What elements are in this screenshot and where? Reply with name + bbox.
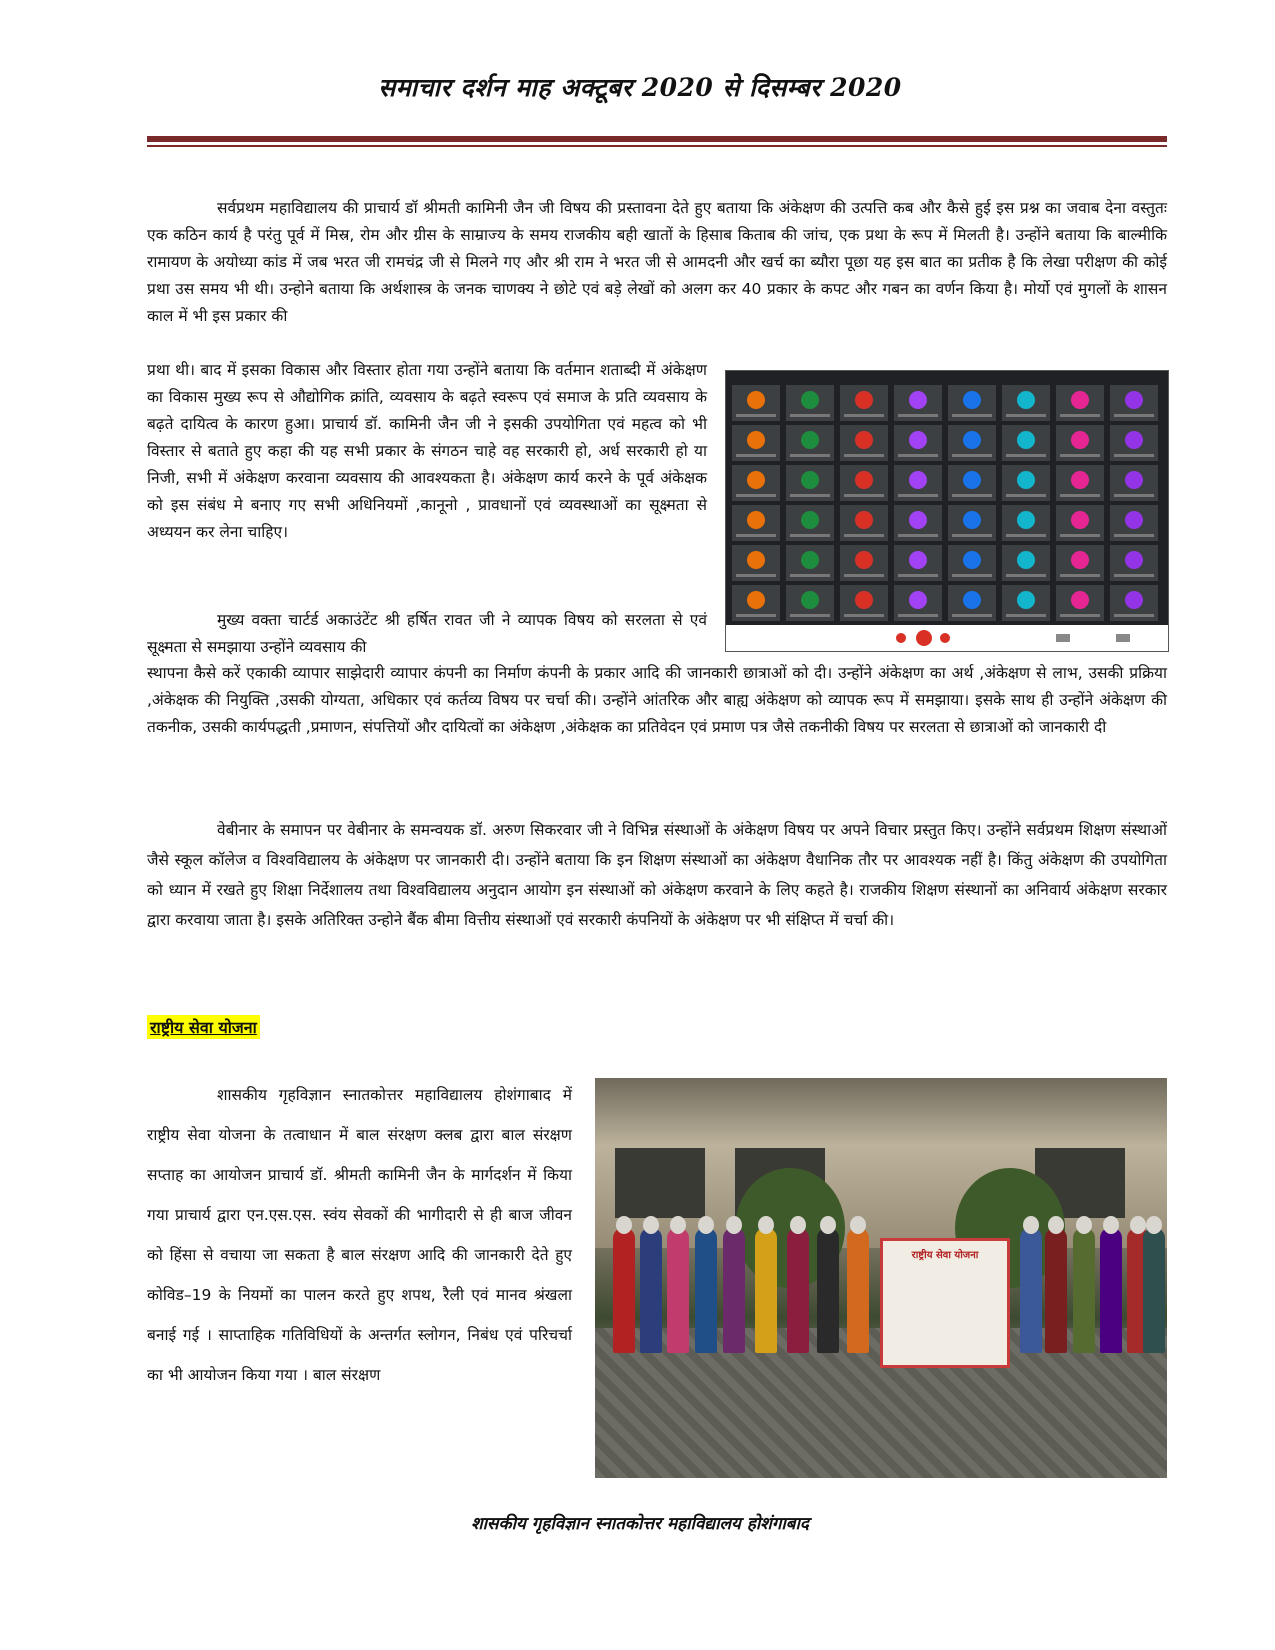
participant-avatar-icon [963, 391, 981, 409]
participant-tile [786, 585, 834, 621]
participant-avatar-icon [909, 471, 927, 489]
participant-name-bar [844, 614, 884, 617]
person-figure [613, 1228, 635, 1353]
participant-name-bar [898, 414, 938, 417]
participant-avatar-icon [747, 511, 765, 529]
participant-avatar-icon [855, 591, 873, 609]
participant-avatar-icon [1017, 551, 1035, 569]
person-figure [1100, 1228, 1122, 1353]
person-head [1048, 1216, 1064, 1234]
participant-name-bar [844, 414, 884, 417]
participant-avatar-icon [963, 431, 981, 449]
participant-name-bar [952, 534, 992, 537]
participant-name-bar [1006, 454, 1046, 457]
participant-avatar-icon [801, 391, 819, 409]
camera-off-icon [940, 633, 950, 643]
participant-avatar-icon [801, 551, 819, 569]
participant-name-bar [1006, 494, 1046, 497]
person-head [1146, 1216, 1162, 1234]
participant-tile [732, 585, 780, 621]
person-head [698, 1216, 714, 1234]
participant-name-bar [790, 614, 830, 617]
article-paragraph-intro: सर्वप्रथम महाविद्यालय की प्राचार्य डॉ श्रीमती कामिनी जैन जी विषय की प्रस्तावना देते हुए बताया कि अंकेक्षण की उत्पत्ति कब और कैसे हुई इस प्रश्न का जवाब देना वस्तुतः एक कठिन कार्य है परंतु पूर्व में मिस्र, रोम और ग्रीस के साम्राज्य के समय राजकीय बही खातों के हिसाब किताब की जांच, एक प्रथा के रूप में मिलती है। उन्होंने बताया कि बाल्मीकि रामायण के अयोध्या कांड में जब भरत जी रामचंद्र जी से मिलने गए और श्री राम ने भरत जी से आमदनी और खर्च का ब्यौरा पूछा यह इस बात का प्रतीक है कि लेखा परीक्षण की कोई प्रथा उस समय भी थी। उन्होने बताया कि अर्थशास्त्र के जनक चाणक्य ने छोटे एवं बड़े लेखों को अलग कर 40 प्रकार के कपट और गबन का वर्णन किया है। मोर्यो एवं मुगलों के शासन काल में भी इस प्रकार की [147, 199, 1167, 325]
participant-name-bar [1060, 574, 1100, 577]
participant-tile [1002, 505, 1050, 541]
participant-tile [894, 385, 942, 421]
participant-avatar-icon [1125, 511, 1143, 529]
participant-avatar-icon [801, 471, 819, 489]
article-paragraph-intro-continued: प्रथा थी। बाद में इसका विकास और विस्तार होता गया उन्होंने बताया कि वर्तमान शताब्दी में अंकेक्षण का विकास मुख्य रूप से औद्योगिक क्रांति, व्यवसाय के बढ़ते स्वरूप एवं समाज के प्रति व्यवसाय के बढ़ते दायित्व के कारण हुआ। प्राचार्य डॉ. कामिनी जैन जी ने इसकी उपयोगिता एवं महत्व को भी विस्तार से बताते हुए कहा की यह सभी प्रकार के संगठन चाहे वह सरकारी हो, अर्ध सरकारी हो या निजी, सभी में अंकेक्षण करवाना व्यवसाय की आवश्यकता है। अंकेक्षण कार्य करने के पूर्व अंकेक्षक को इस संबंध मे बनाए गए सभी अधिनियमों ,कानूनो , प्रावधानों एवं व्यवस्थाओं का सूक्ष्मता से अध्ययन कर लेना चाहिए। [147, 361, 707, 541]
title-rule-thin [147, 145, 1167, 147]
person-figure [640, 1228, 662, 1353]
participant-name-bar [736, 454, 776, 457]
participant-avatar-icon [855, 431, 873, 449]
participant-tile [1002, 585, 1050, 621]
person-figure [787, 1228, 809, 1353]
participant-name-bar [1060, 494, 1100, 497]
participant-name-bar [952, 414, 992, 417]
participant-name-bar [844, 574, 884, 577]
participant-tile [786, 425, 834, 461]
participant-avatar-icon [909, 591, 927, 609]
person-head [726, 1216, 742, 1234]
person-head [1130, 1216, 1146, 1234]
participant-name-bar [790, 454, 830, 457]
participant-name-bar [844, 494, 884, 497]
participant-name-bar [952, 614, 992, 617]
participant-name-bar [1006, 534, 1046, 537]
participant-avatar-icon [1017, 511, 1035, 529]
article-paragraph-speaker: मुख्य वक्ता चार्टर्ड अकाउंटेंट श्री हर्षित रावत जी ने व्यापक विषय को सरलता से एवं सूक्ष्मता से समझाया उन्होंने व्यवसाय की [147, 611, 707, 656]
webinar-screenshot [725, 370, 1169, 652]
participant-avatar-icon [855, 551, 873, 569]
participant-tile [1056, 545, 1104, 581]
participant-name-bar [1006, 574, 1046, 577]
person-head [643, 1216, 659, 1234]
person-head [1023, 1216, 1039, 1234]
participant-tile [1056, 425, 1104, 461]
participant-name-bar [952, 494, 992, 497]
participant-name-bar [1114, 534, 1154, 537]
participant-name-bar [790, 494, 830, 497]
participant-name-bar [898, 534, 938, 537]
participant-avatar-icon [963, 551, 981, 569]
participant-avatar-icon [747, 591, 765, 609]
participant-name-bar [898, 574, 938, 577]
participant-name-bar [1060, 454, 1100, 457]
participant-avatar-icon [909, 391, 927, 409]
participant-tile [1002, 545, 1050, 581]
participant-tile [1002, 385, 1050, 421]
participant-name-bar [1060, 534, 1100, 537]
participant-tile [840, 545, 888, 581]
participant-tile [1110, 465, 1158, 501]
participant-tile [1110, 545, 1158, 581]
participant-tile [948, 425, 996, 461]
meeting-controls-bar [726, 625, 1168, 651]
participant-tile [948, 545, 996, 581]
participant-name-bar [1114, 614, 1154, 617]
person-figure [847, 1228, 869, 1353]
participant-name-bar [1060, 614, 1100, 617]
participant-tile [786, 385, 834, 421]
participant-tile [1056, 385, 1104, 421]
participant-tile [948, 585, 996, 621]
participant-avatar-icon [1017, 431, 1035, 449]
nss-paragraph: शासकीय गृहविज्ञान स्नातकोत्तर महाविद्यालय होशंगाबाद में राष्ट्रीय सेवा योजना के तत्वाधान में बाल संरक्षण क्लब द्वारा बाल संरक्षण सप्ताह का आयोजन प्राचार्य डॉ. श्रीमती कामिनी जैन के मार्गदर्शन में किया गया प्राचार्य द्वारा एन.एस.एस. स्वंय सेवकों की भागीदारी से ही बाज जीवन को हिंसा से वचाया जा सकता है बाल संरक्षण आदि की जानकारी देते हुए कोविड–19 के नियमों का पालन करते हुए शपथ, रैली एवं मानव श्रंखला बनाई गई । साप्ताहिक गतिविधियों के अन्तर्गत स्लोगन, निबंध एवं परिचर्चा का भी आयोजन किया गया । बाल संरक्षण [147, 1086, 572, 1384]
end-call-icon [916, 630, 932, 646]
participant-tile [1002, 425, 1050, 461]
participant-tile [1056, 505, 1104, 541]
participant-avatar-icon [909, 551, 927, 569]
participant-name-bar [898, 454, 938, 457]
participant-name-bar [790, 414, 830, 417]
participant-tile [1110, 585, 1158, 621]
participant-avatar-icon [855, 471, 873, 489]
participant-tile [1110, 425, 1158, 461]
participant-name-bar [1114, 454, 1154, 457]
participant-tile [948, 465, 996, 501]
person-figure [1073, 1228, 1095, 1353]
participant-name-bar [898, 614, 938, 617]
participant-avatar-icon [1071, 431, 1089, 449]
participant-avatar-icon [963, 511, 981, 529]
participant-avatar-icon [1017, 591, 1035, 609]
participant-tile [894, 505, 942, 541]
participant-tile [786, 505, 834, 541]
participant-tile [786, 545, 834, 581]
participant-avatar-icon [1071, 391, 1089, 409]
participant-avatar-icon [1071, 551, 1089, 569]
participant-avatar-icon [855, 391, 873, 409]
participant-name-bar [1060, 414, 1100, 417]
person-figure [723, 1228, 745, 1353]
person-figure [1020, 1228, 1042, 1353]
person-figure [1045, 1228, 1067, 1353]
participant-avatar-icon [747, 431, 765, 449]
nss-group-photo [595, 1078, 1167, 1478]
participant-tile [1110, 385, 1158, 421]
participant-name-bar [736, 534, 776, 537]
participant-avatar-icon [747, 551, 765, 569]
participant-tile [732, 505, 780, 541]
participant-tile [894, 585, 942, 621]
person-figure [755, 1228, 777, 1353]
participant-avatar-icon [747, 391, 765, 409]
participant-avatar-icon [801, 591, 819, 609]
person-figure [695, 1228, 717, 1353]
participant-avatar-icon [1125, 471, 1143, 489]
participant-avatar-icon [909, 511, 927, 529]
title-rule-thick [147, 136, 1167, 142]
participant-name-bar [1114, 574, 1154, 577]
person-head [820, 1216, 836, 1234]
participant-name-bar [844, 454, 884, 457]
nss-banner [880, 1238, 1010, 1368]
participant-avatar-icon [1071, 511, 1089, 529]
nss-banner-text: राष्ट्रीय सेवा योजना [911, 1250, 979, 1261]
participant-name-bar [1006, 614, 1046, 617]
participant-tile [732, 385, 780, 421]
participant-name-bar [952, 454, 992, 457]
mic-off-icon [896, 633, 906, 643]
participant-tile [840, 385, 888, 421]
present-icon [1116, 634, 1130, 642]
participant-avatar-icon [801, 431, 819, 449]
participant-avatar-icon [1017, 391, 1035, 409]
participant-name-bar [736, 494, 776, 497]
participant-name-bar [790, 574, 830, 577]
person-head [850, 1216, 866, 1234]
participant-name-bar [1114, 494, 1154, 497]
participant-avatar-icon [1125, 391, 1143, 409]
participant-name-bar [844, 534, 884, 537]
participant-avatar-icon [1125, 551, 1143, 569]
person-head [758, 1216, 774, 1234]
participant-tile [1056, 585, 1104, 621]
participant-tile [894, 425, 942, 461]
person-figure [667, 1228, 689, 1353]
person-head [670, 1216, 686, 1234]
participant-tile [894, 545, 942, 581]
participant-tile [840, 425, 888, 461]
participant-tile [732, 465, 780, 501]
participant-avatar-icon [909, 431, 927, 449]
article-paragraph-speaker-continued: स्थापना कैसे करें एकाकी व्यापार साझेदारी व्यापार कंपनी का निर्माण कंपनी के प्रकार आदि की जानकारी छात्राओं को दी। उन्होंने अंकेक्षण का अर्थ ,अंकेक्षण से लाभ, उसकी प्रक्रिया ,अंकेक्षक की नियुक्ति ,उसकी योग्यता, अधिकार एवं कर्तव्य विषय पर चर्चा की। उन्होंने आंतरिक और बाह्य अंकेक्षण को व्यापक रूप में समझाया। इसके साथ ही उन्होंने अंकेक्षण की तकनीक, उसकी कार्यपद्धती ,प्रमाणन, संपत्तियों और दायित्वों का अंकेक्षण ,अंकेक्षक का प्रतिवेदन एवं प्रमाण पत्र जैसे तकनीकी विषय पर सरलता से छात्राओं को जानकारी दी [147, 664, 1167, 736]
nss-section-heading: राष्ट्रीय सेवा योजना [147, 1015, 260, 1039]
participant-tile [1002, 465, 1050, 501]
participant-tile [840, 465, 888, 501]
participant-name-bar [736, 574, 776, 577]
participant-tile [948, 505, 996, 541]
participant-avatar-icon [1071, 471, 1089, 489]
participant-avatar-icon [801, 511, 819, 529]
person-head [1076, 1216, 1092, 1234]
page-title: समाचार दर्शन माह अक्टूबर 2020 से दिसम्बर 2020 [378, 73, 902, 102]
participant-avatar-icon [963, 591, 981, 609]
article-paragraph-closing: वेबीनार के समापन पर वेबीनार के समन्वयक डॉ. अरुण सिकरवार जी ने विभिन्न संस्थाओं के अंकेक्षण विषय पर अपने विचार प्रस्तुत किए। उन्होंने सर्वप्रथम शिक्षण संस्थाओं जैसे स्कूल कॉलेज व विश्वविद्यालय के अंकेक्षण पर जानकारी दी। उन्होंने बताया कि इन शिक्षण संस्थाओं का अंकेक्षण वैधानिक तौर पर आवश्यक नहीं है। किंतु अंकेक्षण की उपयोगिता को ध्यान में रखते हुए शिक्षा निर्देशालय तथा विश्वविद्यालय अनुदान आयोग इन संस्थाओं को अंकेक्षण करवाने के लिए कहते है। राजकीय शिक्षण संस्थानों का अनिवार्य अंकेक्षण सरकार द्वारा करवाया जाता है। इसके अतिरिक्त उन्होने बैंक बीमा वित्तीय संस्थाओं एवं सरकारी कंपनियों के अंकेक्षण पर भी संक्षिप्त में चर्चा की। [147, 821, 1167, 929]
person-head [1103, 1216, 1119, 1234]
participant-avatar-icon [1071, 591, 1089, 609]
participant-tile [1110, 505, 1158, 541]
participant-tile [894, 465, 942, 501]
participant-avatar-icon [747, 471, 765, 489]
person-figure [1143, 1228, 1165, 1353]
participant-avatar-icon [1017, 471, 1035, 489]
participant-tile [948, 385, 996, 421]
participant-tile [840, 505, 888, 541]
participant-name-bar [1006, 414, 1046, 417]
participant-tile [840, 585, 888, 621]
participant-tile [1056, 465, 1104, 501]
person-figure [817, 1228, 839, 1353]
participant-tile [732, 425, 780, 461]
participant-name-bar [1114, 414, 1154, 417]
participant-avatar-icon [855, 511, 873, 529]
participant-avatar-icon [1125, 431, 1143, 449]
participant-tile [786, 465, 834, 501]
participant-name-bar [736, 414, 776, 417]
participant-name-bar [898, 494, 938, 497]
participant-avatar-icon [1125, 591, 1143, 609]
participant-name-bar [736, 614, 776, 617]
participant-name-bar [790, 534, 830, 537]
page-footer: शासकीय गृहविज्ञान स्नातकोत्तर महाविद्यालय होशंगाबाद [471, 1514, 809, 1534]
participant-tile [732, 545, 780, 581]
person-head [616, 1216, 632, 1234]
participant-avatar-icon [963, 471, 981, 489]
participant-name-bar [952, 574, 992, 577]
person-head [790, 1216, 806, 1234]
captions-icon [1056, 634, 1070, 642]
